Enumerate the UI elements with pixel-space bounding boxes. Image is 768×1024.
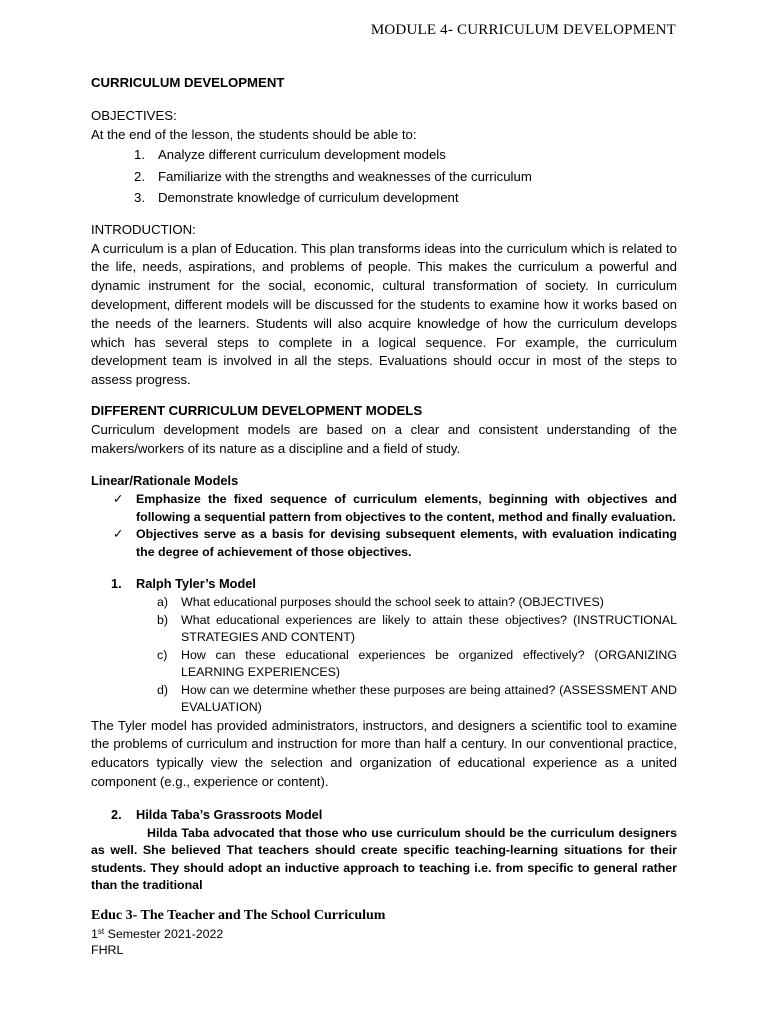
introduction-text: A curriculum is a plan of Education. This plan transforms ideas into the curriculum which is related to the life, needs, aspirations, and problems of people. This makes the curriculum a powerful and dynamic instrument for the social, economic, cultural transformation of society. In curriculum development, different models will be discussed for the students to examine how it works based on the needs of the learners. Students will also acquire knowledge of how the curriculum develops which has several steps to complete in a logical sequence. For example, the curriculum development team is involved in all the steps. Evaluations should occur in most of the steps to assess progress. — [91, 240, 677, 388]
taba-title: Hilda Taba’s Grassroots Model — [136, 806, 323, 822]
taba-model-heading — [91, 806, 677, 825]
question-letter: c) — [157, 647, 168, 662]
objectives-intro: At the end of the lesson, the students should be able to: — [91, 126, 417, 142]
module-header: MODULE 4- CURRICULUM DEVELOPMENT — [370, 22, 676, 38]
document-body — [91, 74, 677, 895]
question-text: What educational purposes should the school seek to attain? (OBJECTIVES) — [181, 595, 604, 610]
question-text: What educational experiences are likely to attain these objectives? (INSTRUCTIONAL STRATEGIES AND CONTENT) — [181, 612, 677, 645]
tyler-title: Ralph Tyler’s Model — [136, 576, 256, 592]
check-icon: ✓ — [113, 527, 124, 542]
semester-number: 1 — [91, 927, 98, 941]
objective-number: 2. — [134, 168, 145, 184]
check-item — [91, 491, 677, 526]
question-item — [91, 612, 677, 647]
tyler-model-heading — [91, 575, 677, 594]
objectives-heading: OBJECTIVES: — [91, 107, 177, 123]
page-footer — [91, 908, 385, 958]
check-icon: ✓ — [113, 492, 124, 507]
check-item-text: Emphasize the fixed sequence of curriculum elements, beginning with objectives and following a sequential pattern from objectives to the content, method and finally evaluation. — [136, 492, 677, 524]
check-item-text: Objectives serve as a basis for devising subsequent elements, with evaluation indicating the degree of achievement of those objectives. — [136, 527, 677, 559]
taba-text: Hilda Taba advocated that those who use curriculum should be the curriculum designers as well. She believed That teachers should create specific teaching-learning situations for their students. They should adopt an inductive approach to teaching i.e. from specific to general rather than the traditional — [91, 825, 677, 893]
question-text: How can we determine whether these purposes are being attained? (ASSESSMENT AND EVALUATION) — [181, 682, 677, 715]
linear-models-heading: Linear/Rationale Models — [91, 473, 239, 489]
linear-models-list — [91, 491, 677, 561]
question-letter: b) — [157, 612, 169, 627]
introduction-heading: INTRODUCTION: — [91, 221, 196, 237]
semester-line — [91, 926, 385, 942]
document-title: CURRICULUM DEVELOPMENT — [91, 75, 285, 90]
course-title: Educ 3- The Teacher and The School Curriculum — [91, 908, 386, 923]
models-heading: DIFFERENT CURRICULUM DEVELOPMENT MODELS — [91, 403, 423, 419]
author-initials: FHRL — [91, 943, 124, 957]
semester-ordinal: st — [97, 927, 105, 936]
question-item — [91, 647, 677, 682]
question-item — [91, 594, 677, 612]
models-text: Curriculum development models are based on a clear and consistent understanding of the makers/workers of its nature as a discipline and a field of study. — [91, 421, 677, 456]
objective-text: Familiarize with the strengths and weaknesses of the curriculum — [158, 168, 532, 184]
objective-number: 1. — [134, 147, 145, 163]
tyler-questions — [91, 594, 677, 717]
objective-number: 3. — [134, 190, 145, 206]
objectives-list — [91, 144, 677, 209]
tyler-text: The Tyler model has provided administrators, instructors, and designers a scientific tool to examine the problems of curriculum and instruction for more than half a century. In our conventional practice, educators typically view the selection and organization of educational experience as a united component (e.g., experience or content). — [91, 717, 677, 789]
question-letter: a) — [157, 595, 169, 610]
question-item — [91, 682, 677, 717]
objective-item — [91, 187, 677, 209]
taba-number: 2. — [111, 806, 122, 822]
semester-text: Semester 2021-2022 — [104, 927, 224, 941]
tyler-number: 1. — [111, 576, 122, 592]
question-letter: d) — [157, 682, 169, 697]
objective-text: Analyze different curriculum development models — [158, 147, 446, 163]
question-text: How can these educational experiences be organized effectively? (ORGANIZING LEARNING EXPERIENCES) — [181, 647, 677, 680]
objective-text: Demonstrate knowledge of curriculum development — [158, 190, 459, 206]
objective-item — [91, 166, 677, 188]
check-item — [91, 526, 677, 561]
objective-item — [91, 144, 677, 166]
